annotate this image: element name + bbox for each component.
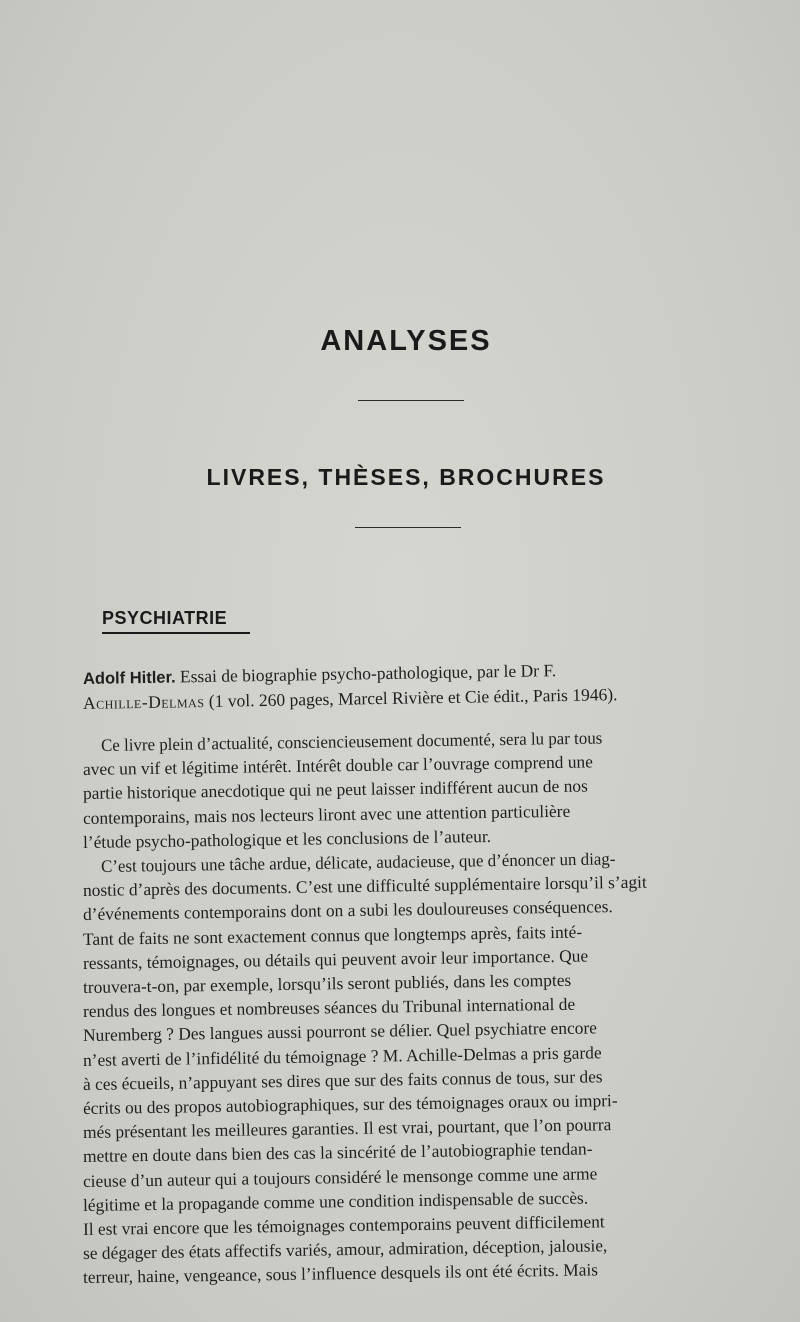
review-text-line: écrits ou des propos autobiographiques, sur des témoignages oraux ou impri- bbox=[82, 1090, 618, 1118]
book-title-rest: Essai de biographie psycho-pathologique, par le Dr F. bbox=[175, 660, 557, 687]
review-text-line: d’événements contemporains dont on a subi les douloureuses conséquences. bbox=[82, 896, 613, 925]
review-text-line: terreur, haine, vengeance, sous l’influence desquels ils ont été écrits. Mais bbox=[82, 1259, 599, 1288]
heading-divider bbox=[358, 400, 464, 401]
page-heading: ANALYSES bbox=[320, 325, 492, 357]
section-underline bbox=[102, 632, 250, 634]
review-text-line: C’est toujours une tâche ardue, délicate, audacieuse, que d’énoncer un diag- bbox=[100, 848, 616, 876]
review-text-line: avec un vif et légitime intérêt. Intérêt double car l’ouvrage comprend une bbox=[82, 751, 594, 780]
review-text-line: Ce livre plein d’actualité, consciencieusement documenté, sera lu par tous bbox=[100, 727, 603, 755]
review-text-line: Tant de faits ne sont exactement connus que longtemps après, faits inté- bbox=[82, 921, 583, 949]
section-title: PSYCHIATRIE bbox=[102, 608, 228, 628]
review-text-line: légitime et la propagande comme une condition indispensable de succès. bbox=[82, 1187, 589, 1215]
review-text-line: n’est averti de l’infidélité du témoignage ? M. Achille-Delmas a pris garde bbox=[82, 1041, 602, 1070]
review-text-line: mettre en doute dans bien des cas la sincérité de l’autobiographie tendan- bbox=[82, 1138, 593, 1167]
review-text-line: contemporains, mais nos lecteurs liront avec une attention particulière bbox=[82, 800, 571, 828]
book-title-bold: Adolf Hitler. bbox=[82, 668, 176, 688]
page-subheading: LIVRES, THÈSES, BROCHURES bbox=[206, 464, 606, 490]
book-author: Achille-Delmas bbox=[82, 690, 205, 713]
review-text-line: nostic d’après des documents. C’est une difficulté supplémentaire lorsqu’il s’agit bbox=[82, 871, 647, 901]
review-text-line: Nuremberg ? Des langues aussi pourront se délier. Quel psychiatre encore bbox=[82, 1017, 598, 1046]
review-text-line: trouvera-t-on, par exemple, lorsqu’ils seront publiés, dans les comptes bbox=[82, 969, 572, 997]
review-text-line: rendus des longues et nombreuses séances du Tribunal international de bbox=[82, 993, 576, 1022]
review-text-line: Il est vrai encore que les témoignages contemporains peuvent difficilement bbox=[82, 1211, 605, 1239]
review-text-line: à ces écueils, n’appuyant ses dires que sur des faits connus de tous, sur des bbox=[82, 1066, 603, 1094]
review-text-line: ressants, témoignages, ou détails qui peuvent avoir leur importance. Que bbox=[82, 945, 589, 973]
book-publication: (1 vol. 260 pages, Marcel Rivière et Cie édit., Paris 1946). bbox=[204, 684, 618, 711]
review-text-line: partie historique anecdotique qui ne peut laisser indifférent aucun de nos bbox=[82, 775, 588, 804]
review-text-line: més présentant les meilleures garanties. Il est vrai, pourtant, que l’on pourra bbox=[82, 1114, 612, 1143]
review-text-line: se dégager des états affectifs variés, amour, admiration, déception, jalousie, bbox=[82, 1235, 608, 1264]
review-text-line: l’étude psycho-pathologique et les conclusions de l’auteur. bbox=[82, 825, 492, 852]
review-text-line: cieuse d’un auteur qui a toujours considéré le mensonge comme une arme bbox=[82, 1162, 598, 1191]
subheading-divider bbox=[355, 527, 461, 528]
